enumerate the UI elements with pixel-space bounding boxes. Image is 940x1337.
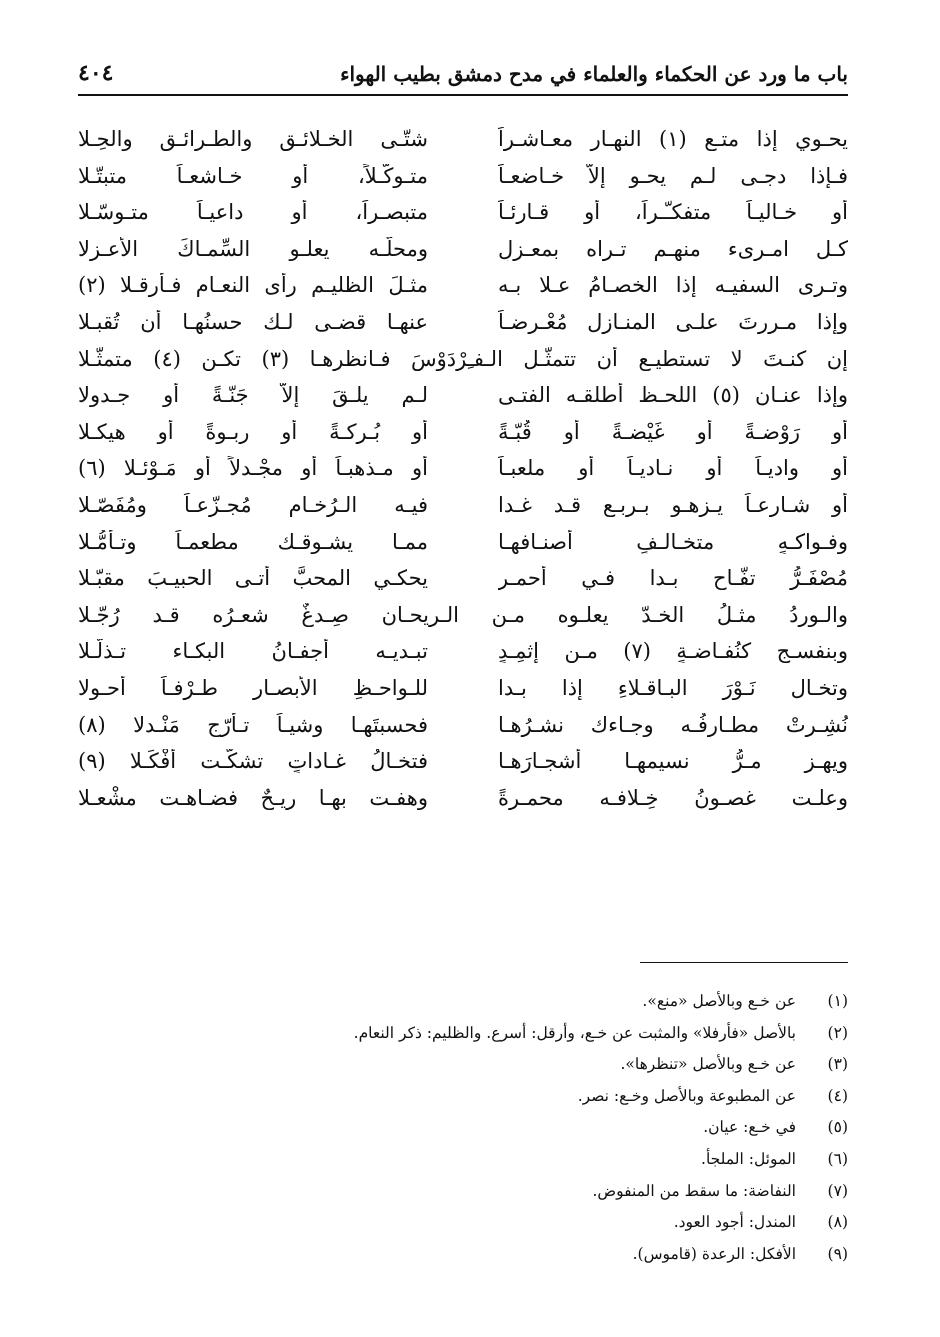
footnote-number: (٩): [827, 1244, 848, 1263]
first-hemistich: يحـوي إذا متـع (١) النهـار معـاشـراً: [498, 127, 848, 151]
second-hemistich: للـواحـظِ الأبصـارِ طـرْفـاً أحـولا: [78, 675, 428, 700]
first-hemistich: وتـرى السفيـه إذا الخصـامُ عـلا بـه: [498, 273, 848, 298]
footnote-number: (٣): [827, 1055, 848, 1074]
footnotes: [78, 988, 848, 1272]
footnote: [78, 1083, 848, 1115]
footnote: [78, 1146, 848, 1178]
running-header: [78, 58, 848, 92]
verse-line: [78, 269, 848, 306]
first-hemistich: وتخـال نَـوْرَ البـاقـلاءِ إذا بـدا: [498, 675, 848, 700]
second-hemistich: ممـا يشـوقـك مطعمـاً وتـأمُّـلا: [78, 529, 428, 554]
footnote-text: الموئل: الملجأ.: [701, 1149, 796, 1168]
footnote: [78, 1178, 848, 1210]
poem-body: [78, 123, 848, 818]
first-hemistich: أو خـاليـاً متفكـّـراً، أو قـارئـاً: [498, 200, 848, 225]
footnote-number: (٨): [827, 1213, 848, 1232]
second-hemistich: فحسبتَهـا وشيـاً تـأرّج مَنْـدلا (٨): [78, 712, 428, 737]
footnote-number: (٥): [827, 1118, 848, 1137]
verse-line: [78, 306, 848, 343]
verse-line-full: [78, 343, 848, 380]
first-hemistich: وإذا مـررتَ علـى المنـازلِ مُعْـرِضـاً: [498, 309, 848, 334]
footnote-text: الأفكل: الرعدة (قاموس).: [632, 1244, 796, 1263]
second-hemistich: تبـديـه أجفـانُ البكـاء تـذلُّـلا: [78, 639, 428, 664]
verse-line: [78, 123, 848, 160]
verse-line: [78, 379, 848, 416]
second-hemistich: متبصـراً، أو داعيـاً متـوسّـلا: [78, 200, 428, 225]
full-verse: إن كنـتَ لا تستطيـع أن تتمثّـل الـفـِرْدَوْسَ فـانظرهـا (٣) تكـن (٤) متمثّـلا: [78, 346, 848, 371]
verse-line: [78, 709, 848, 746]
footnote-text: النفاضة: ما سقط من المنفوض.: [592, 1181, 796, 1200]
footnote-text: عن المطبوعة وبالأصل وخـع: نصر.: [577, 1086, 796, 1105]
first-hemistich: وإذا عنـان (٥) اللحـظ أطلقـه الفتـى: [498, 383, 848, 408]
verse-line: [78, 745, 848, 782]
page-number: ٤٠٤: [78, 60, 114, 86]
footnote-text: المندل: أجود العود.: [673, 1213, 796, 1232]
first-hemistich: فـإذا دجـى لـم يحـوِ إلاّ خـاضعـاً: [498, 163, 848, 188]
second-hemistich: مثـلَ الظليـم رأى النعـام فـأرقـلا (٢): [78, 273, 428, 298]
header-rule: [78, 94, 848, 96]
verse-line: [78, 160, 848, 197]
second-hemistich: فتخـالُ غـاداتٍ تشكّـت أفْكَـلا (٩): [78, 749, 428, 774]
verse-line: [78, 635, 848, 672]
verse-line: [78, 196, 848, 233]
second-hemistich: أو بُـركـةً أو ربـوةً أو هيكـلا: [78, 419, 428, 444]
verse-line: [78, 526, 848, 563]
first-hemistich: كـل امـرىء منهـم تـراه بمعـزلٍ: [498, 236, 848, 261]
first-hemistich: أو رَوْضـةً أو غَيْضـةً أو قُبّـةً: [498, 419, 848, 444]
verse-line: [78, 233, 848, 270]
second-hemistich: ومحلُّـه يعلـو السِّمـاكَ الأعـزلا: [78, 236, 428, 261]
verse-line: [78, 782, 848, 819]
first-hemistich: وعلـت غصـونُ خِـلافـه محمـرةً: [498, 785, 848, 810]
second-hemistich: لـم يلـقَ إلاّ جَنّـةً أو جـدولا: [78, 383, 428, 408]
first-hemistich: أو شـارعـاً يـزهـو بـربـع قـد غـدا: [498, 492, 848, 517]
footnote-text: بالأصل «فأرفلا» والمثبت عن خـع، وأرقل: أسرع. والظليم: ذكر النعام.: [353, 1023, 796, 1042]
footnote-number: (٦): [827, 1149, 848, 1168]
verse-line: [78, 452, 848, 489]
footnote-text: في خـع: عيان.: [703, 1118, 796, 1137]
first-hemistich: مُصْفَـرُّ تفّـاحٍ بـدا فـي أحمـرٍ: [498, 566, 848, 591]
second-hemistich: متـوكّـلاً، أو خـاشعـاً متبتّـلا: [78, 163, 428, 188]
first-hemistich: وفـواكـهٍ متخـالـفٍ أصنـافهـا: [498, 529, 848, 554]
second-hemistich: عنهـا قضـى لـك حسنُهـا أن تُقبـلا: [78, 309, 428, 334]
footnote: [78, 1051, 848, 1083]
verse-line: [78, 416, 848, 453]
second-hemistich: أو مـذهبـاً أو مجْـدلاً أو مَـوْئـلا (٦): [78, 456, 428, 481]
first-hemistich: وبنفسـج كنُفـاضـةٍ (٧) مـن إثمِـدٍ: [498, 639, 848, 664]
first-hemistich: أو واديـاً أو نـاديـاً أو ملعبـاً: [498, 456, 848, 481]
footnote-number: (١): [827, 992, 848, 1010]
footnote-number: (٧): [827, 1181, 848, 1200]
footnote: [78, 1209, 848, 1241]
footnote-number: (٤): [827, 1086, 848, 1105]
verse-line: [78, 489, 848, 526]
first-hemistich: نُشِـرتْ مطـارفُـه وجـاءك نشـرُهـا: [498, 712, 848, 737]
verse-line: [78, 562, 848, 599]
chapter-title: باب ما ورد عن الحكماء والعلماء في مدح دمشق بطيب الهواء: [340, 62, 848, 86]
footnote-rule: [640, 962, 848, 963]
footnote: [78, 1241, 848, 1273]
footnote-text: عن خـع وبالأصل «تنظرها».: [620, 1055, 796, 1074]
second-hemistich: شتّـى الخـلائـقِ والطـرائـقِ والحِـلا: [78, 127, 428, 151]
second-hemistich: فيـه الـرُخـام مُجـزّعـاً ومُفَصّـلا: [78, 492, 428, 517]
first-hemistich: ويهـز مـرُّ نسيمهـا أشجـارَهـا: [498, 749, 848, 774]
footnote-number: (٢): [827, 1023, 848, 1042]
verse-line: [78, 672, 848, 709]
footnote: [78, 1114, 848, 1146]
second-hemistich: يحكـي المحبَّ أتـى الحبيـبَ مقبّـلا: [78, 566, 428, 591]
verse-line-full: [78, 599, 848, 636]
footnote: [78, 988, 848, 1020]
footnote-text: عن خـع وبالأصل «منع».: [642, 992, 796, 1010]
footnote: [78, 1020, 848, 1052]
full-verse: والـوردُ مثـلُ الخـدّ يعلـوه مـن الـريحـانِ صِـدغٌ شعـرُه قـد رُجّـلا: [78, 602, 848, 627]
second-hemistich: وهفـت بهـا ريـحٌ فضـاهـت مشْعـلا: [78, 785, 428, 810]
